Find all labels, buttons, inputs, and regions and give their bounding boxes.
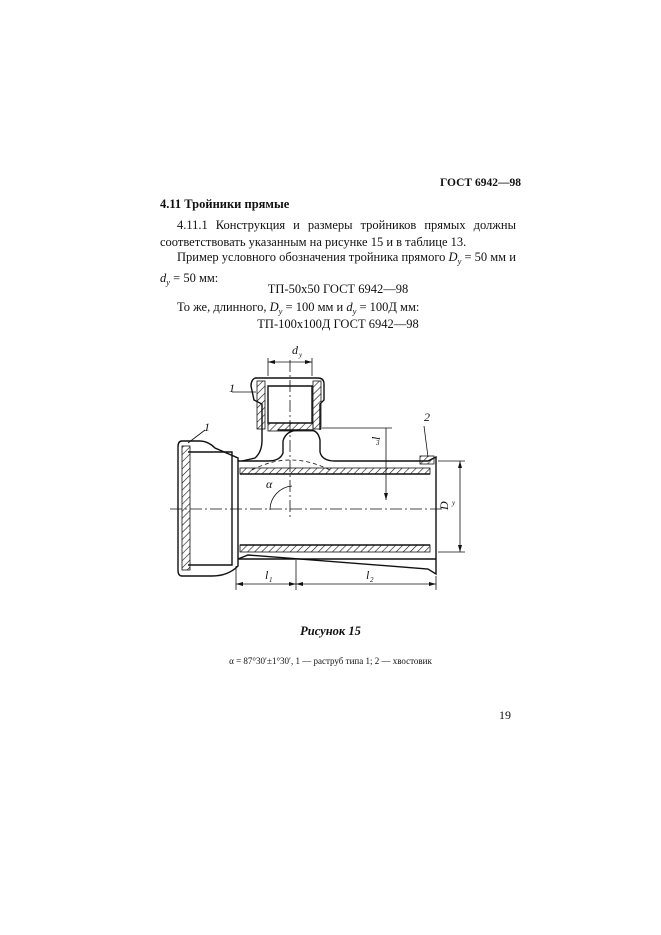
callout-1-left: 1 bbox=[204, 420, 210, 434]
label-l1-sub: 1 bbox=[269, 576, 273, 584]
label-l3-sub: 3 bbox=[376, 439, 380, 447]
example-text-b: = 50 мм и bbox=[461, 250, 516, 264]
callout-1-top: 1 bbox=[229, 381, 235, 395]
label-alpha: α bbox=[266, 477, 273, 491]
designation-1: ТП-50х50 ГОСТ 6942—98 bbox=[267, 282, 409, 296]
section-title: 4.11 Тройники прямые bbox=[160, 197, 290, 211]
long-symbol-d: d bbox=[346, 300, 353, 314]
label-l2-sub: 2 bbox=[370, 576, 374, 584]
branch-left-hatch bbox=[257, 381, 265, 429]
symbol-d: d bbox=[160, 271, 167, 285]
label-dy: d bbox=[292, 343, 298, 357]
long-text-b: = 100 мм и bbox=[282, 300, 347, 314]
long-text-c: = 100Д мм: bbox=[356, 300, 420, 314]
long-symbol-D-sub: у bbox=[278, 306, 283, 316]
branch-neck-hatch bbox=[268, 423, 313, 431]
figure-caption: Рисунок 15 bbox=[300, 624, 361, 638]
page-number: 19 bbox=[499, 708, 511, 722]
centerlines bbox=[170, 360, 445, 520]
label-l2: l bbox=[366, 568, 370, 582]
long-symbol-d-sub: у bbox=[352, 306, 357, 316]
top-wall-hatch bbox=[240, 468, 430, 474]
label-Dy-sub: у bbox=[452, 499, 456, 507]
paragraph-construction: 4.11.1 Конструкция и размеры тройников прямых должны соответствовать указанным на рисунке 15 и в таблице 13. bbox=[160, 218, 516, 249]
figure-legend: α = 87°30′±1°30′, 1 — раструб типа 1; 2 — хвостовик bbox=[229, 656, 432, 666]
socket-wall-hatch bbox=[182, 446, 190, 570]
label-Dy: D bbox=[437, 501, 451, 510]
standard-header: ГОСТ 6942—98 bbox=[440, 177, 521, 189]
symbol-D-sub: у bbox=[457, 256, 462, 266]
spigot-hatch bbox=[420, 456, 434, 464]
label-l3: l bbox=[369, 436, 383, 440]
label-l1: l bbox=[265, 568, 269, 582]
symbol-D: D bbox=[448, 250, 458, 264]
branch-right-hatch bbox=[313, 381, 321, 429]
long-symbol-D: D bbox=[269, 300, 279, 314]
designation-2: ТП-100х100Д ГОСТ 6942—98 bbox=[257, 317, 419, 331]
label-dy-sub: у bbox=[299, 351, 303, 359]
example-text-a: Пример условного обозначения тройника прямого bbox=[177, 250, 449, 264]
hatched-walls bbox=[182, 381, 434, 570]
long-text-a: То же, длинного, bbox=[177, 300, 270, 314]
example-text-c: = 50 мм: bbox=[170, 271, 219, 285]
callout-2: 2 bbox=[424, 410, 430, 424]
symbol-d-sub: у bbox=[166, 277, 171, 287]
bottom-wall-hatch bbox=[240, 545, 430, 552]
